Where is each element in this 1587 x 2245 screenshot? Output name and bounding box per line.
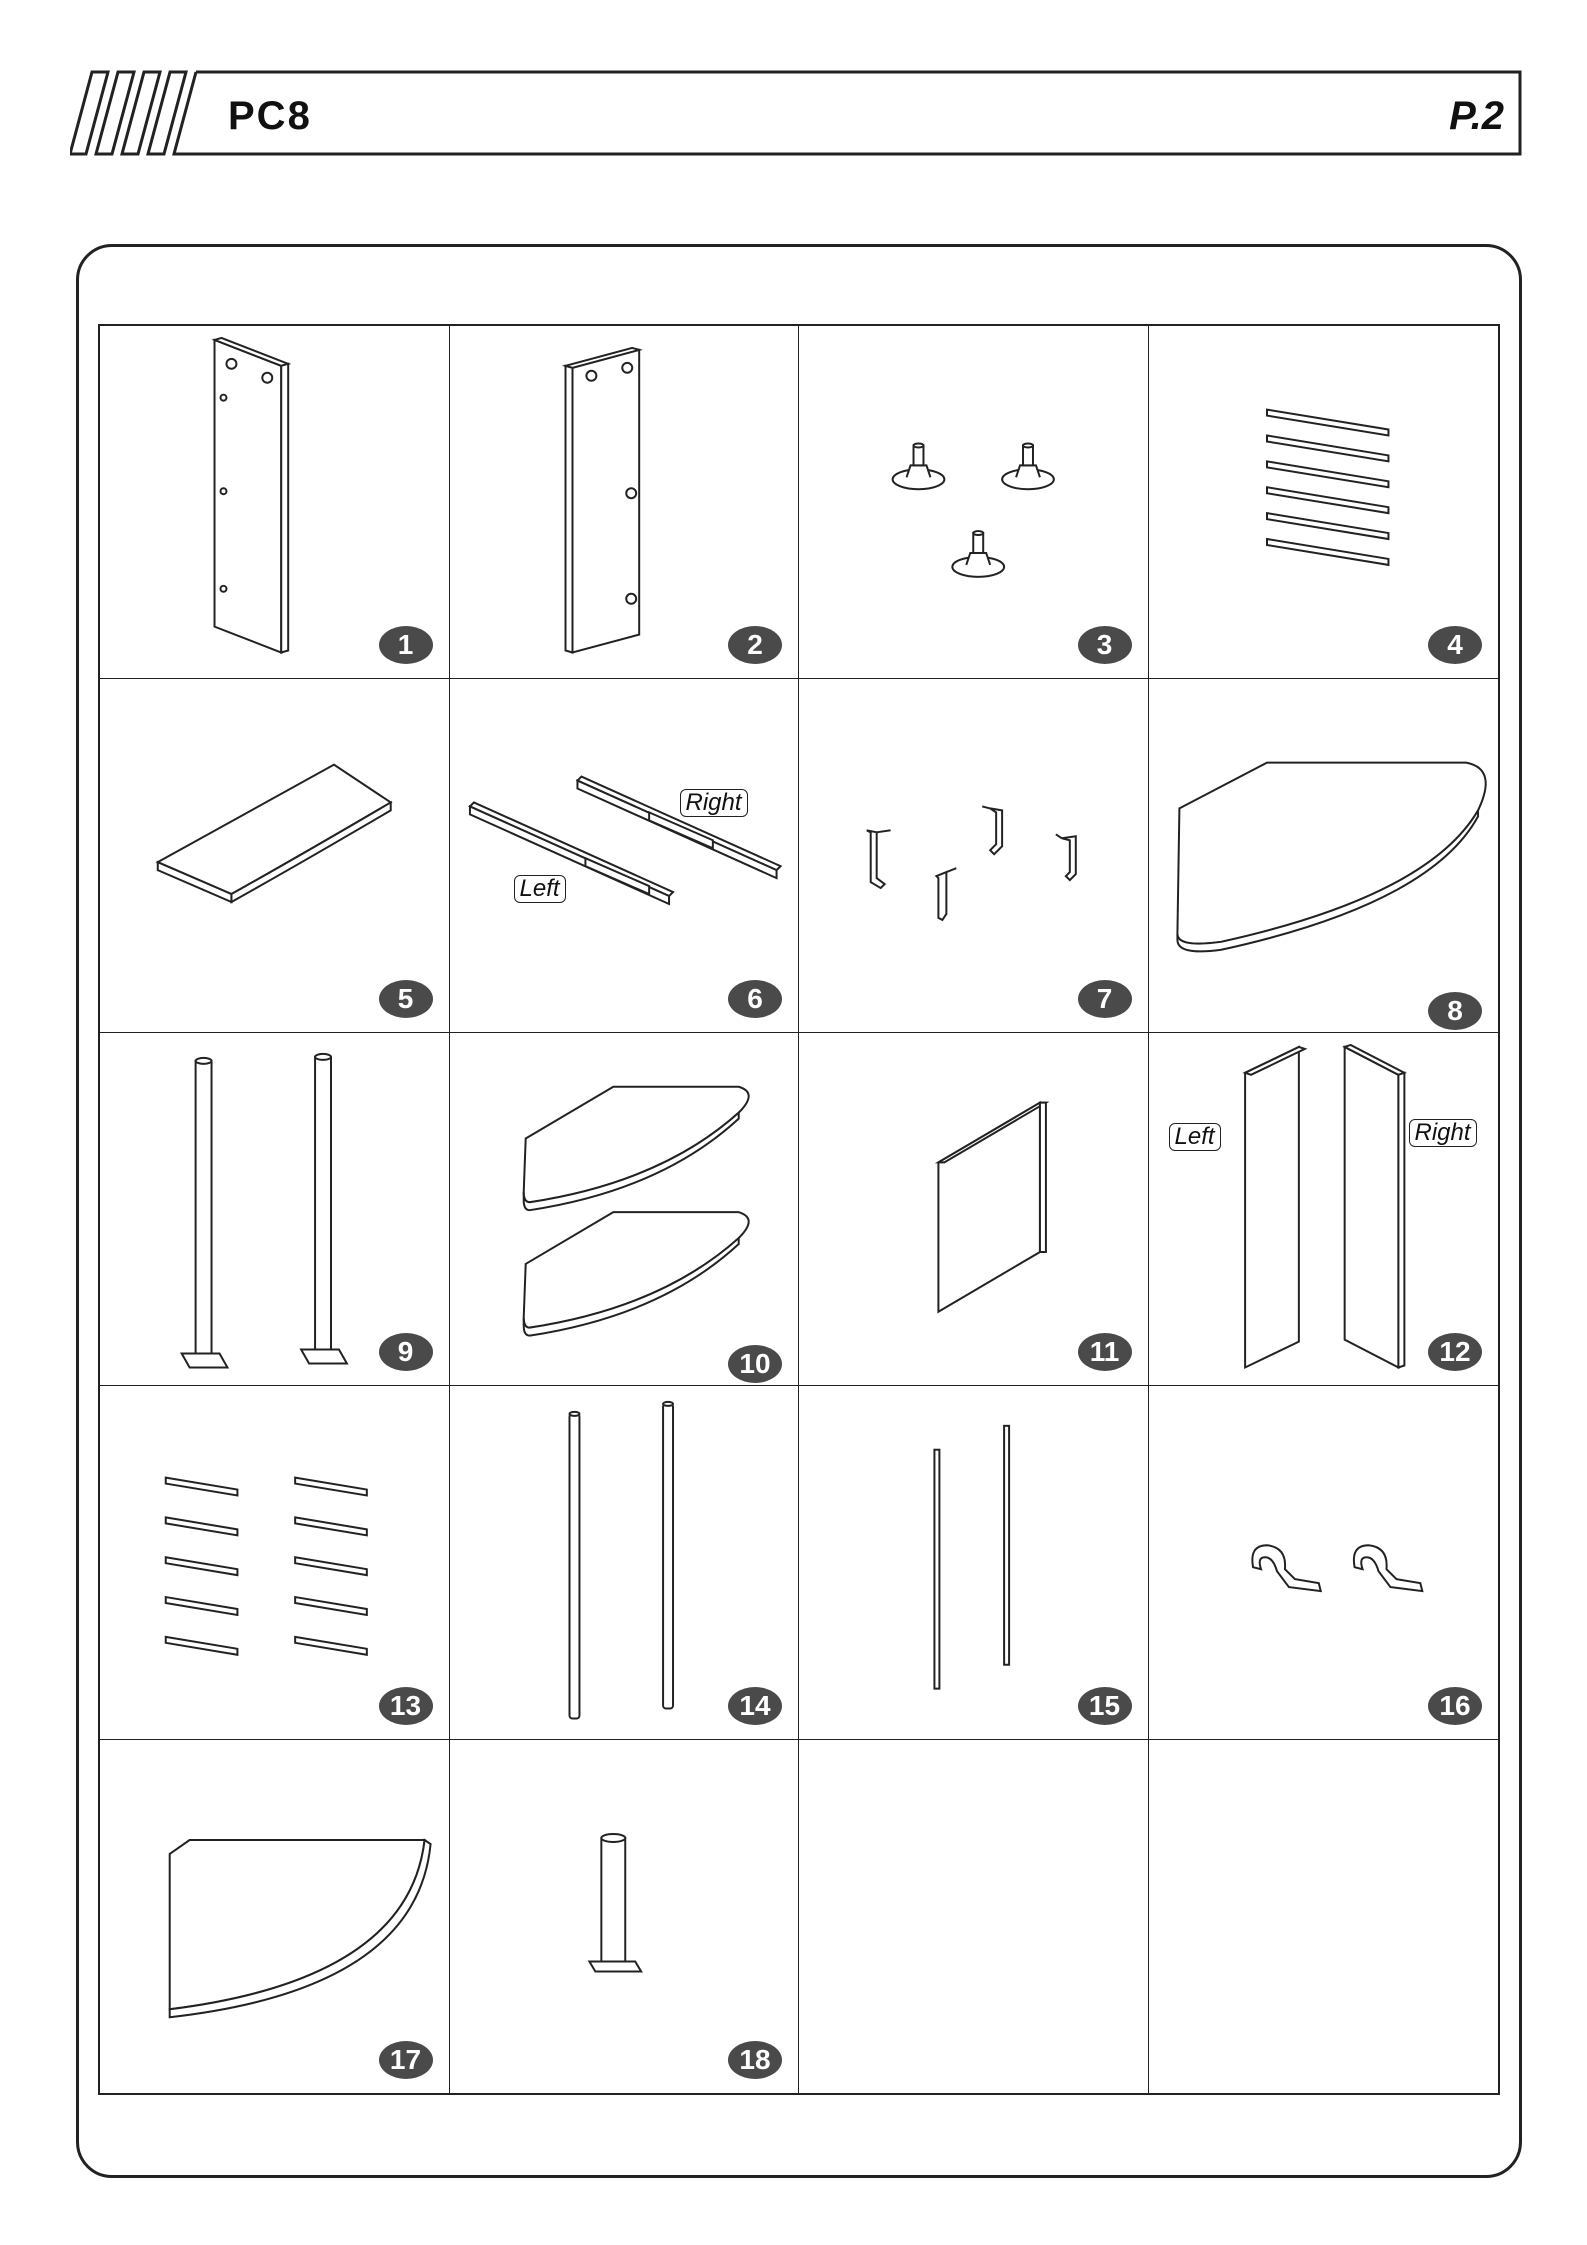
part-cell-12 <box>1149 1033 1499 1386</box>
part-cell-8 <box>1149 679 1499 1032</box>
drawer-slide-icon <box>450 679 799 1031</box>
part-cell-16 <box>1149 1386 1499 1739</box>
part-number-badge: 12 <box>1428 1333 1482 1371</box>
right-label: Right <box>1409 1119 1477 1147</box>
part-number-badge: 6 <box>728 980 782 1018</box>
part-number-badge: 9 <box>379 1333 433 1371</box>
short-post-icon <box>450 1740 799 2093</box>
part-number-badge: 16 <box>1428 1687 1482 1725</box>
right-label: Right <box>680 789 748 817</box>
part-cell-7 <box>799 679 1149 1032</box>
part-number-badge: 15 <box>1078 1687 1132 1725</box>
dowel-icon <box>100 1386 449 1738</box>
part-cell-13 <box>100 1386 450 1739</box>
part-number-badge: 13 <box>379 1687 433 1725</box>
empty-cell <box>1149 1740 1499 2093</box>
part-cell-3 <box>799 326 1149 679</box>
part-cell-18 <box>450 1740 800 2093</box>
corner-board-icon <box>100 1740 449 2093</box>
post-icon <box>100 1033 449 1385</box>
part-number-badge: 3 <box>1078 626 1132 664</box>
adjustable-foot-icon <box>799 326 1148 678</box>
part-cell-11 <box>799 1033 1149 1386</box>
part-number-badge: 5 <box>379 980 433 1018</box>
rod-icon <box>1149 326 1499 678</box>
part-number-badge: 8 <box>1428 992 1482 1030</box>
part-cell-5 <box>100 679 450 1032</box>
bracket-icon <box>799 679 1148 1031</box>
part-number-badge: 17 <box>379 2041 433 2079</box>
part-cell-15 <box>799 1386 1149 1739</box>
thin-rod-icon <box>799 1386 1148 1738</box>
part-cell-14 <box>450 1386 800 1739</box>
part-number-badge: 2 <box>728 626 782 664</box>
model-name: PC8 <box>228 94 312 138</box>
part-number-badge: 10 <box>728 1345 782 1383</box>
empty-cell <box>799 1740 1149 2093</box>
back-panel-icon <box>799 1033 1148 1385</box>
part-cell-9 <box>100 1033 450 1386</box>
side-panel-icon <box>100 326 449 678</box>
corner-shelf-icon <box>450 1033 799 1385</box>
part-cell-4 <box>1149 326 1499 679</box>
part-cell-1 <box>100 326 450 679</box>
part-number-badge: 4 <box>1428 626 1482 664</box>
part-cell-10 <box>450 1033 800 1386</box>
part-cell-2 <box>450 326 800 679</box>
parts-grid <box>98 324 1500 2095</box>
header-bar <box>70 70 1522 156</box>
tube-icon <box>450 1386 799 1738</box>
pipe-clamp-icon <box>1149 1386 1499 1738</box>
part-number-badge: 18 <box>728 2041 782 2079</box>
part-cell-6 <box>450 679 800 1032</box>
side-panel-icon <box>450 326 799 678</box>
side-board-icon <box>1149 1033 1499 1385</box>
page-number: P.2 <box>1449 94 1504 138</box>
part-number-badge: 14 <box>728 1687 782 1725</box>
shelf-board-icon <box>100 679 449 1031</box>
left-label: Left <box>514 875 566 903</box>
left-label: Left <box>1169 1123 1221 1151</box>
part-number-badge: 11 <box>1078 1333 1132 1371</box>
corner-top-icon <box>1149 679 1499 1031</box>
part-number-badge: 7 <box>1078 980 1132 1018</box>
part-number-badge: 1 <box>379 626 433 664</box>
part-cell-17 <box>100 1740 450 2093</box>
